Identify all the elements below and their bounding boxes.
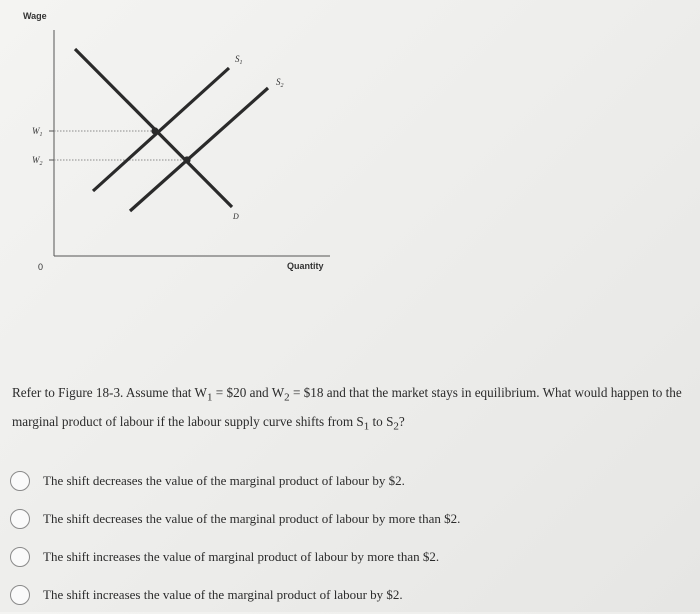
labour-market-graph xyxy=(0,0,700,300)
s2-label: $S_2$ xyxy=(276,77,284,89)
option-label: The shift increases the value of marginal product of labour by more than $2. xyxy=(43,549,440,564)
w1-label: $W_1$ xyxy=(32,126,43,138)
equilibrium-point-1 xyxy=(151,127,158,134)
option-1[interactable] xyxy=(10,462,690,500)
equilibrium-point-2 xyxy=(183,156,190,163)
option-label: The shift decreases the value of the marginal product of labour by $2. xyxy=(43,473,405,488)
origin-label: 0 xyxy=(38,262,44,272)
answer-options xyxy=(10,462,690,614)
w2-label: $W_2$ xyxy=(32,155,43,167)
option-label: The shift increases the value of the marginal product of labour by $2. xyxy=(43,587,403,602)
s1-label: $S_1$ xyxy=(235,54,243,66)
radio-button[interactable] xyxy=(10,547,30,567)
radio-button[interactable] xyxy=(10,585,30,605)
option-label: The shift decreases the value of the marginal product of labour by more than $2. xyxy=(43,511,461,526)
y-axis-label: Wage xyxy=(23,11,47,21)
option-3[interactable] xyxy=(10,538,690,576)
option-2[interactable] xyxy=(10,500,690,538)
x-axis-label: Quantity xyxy=(287,261,324,271)
option-4[interactable] xyxy=(10,576,690,614)
radio-button[interactable] xyxy=(10,471,30,491)
question-text: Refer to Figure 18-3. Assume that $W_1$ = $20 and $W_2$ = $18 and that the market stays in equilibrium. What would happen to the marginal product of labour if the labour supply curve shifts from $S_1$ to $S_2$? xyxy=(12,385,682,433)
supply-curve-s2 xyxy=(130,88,268,211)
radio-button[interactable] xyxy=(10,509,30,529)
d-label: D xyxy=(233,212,239,221)
